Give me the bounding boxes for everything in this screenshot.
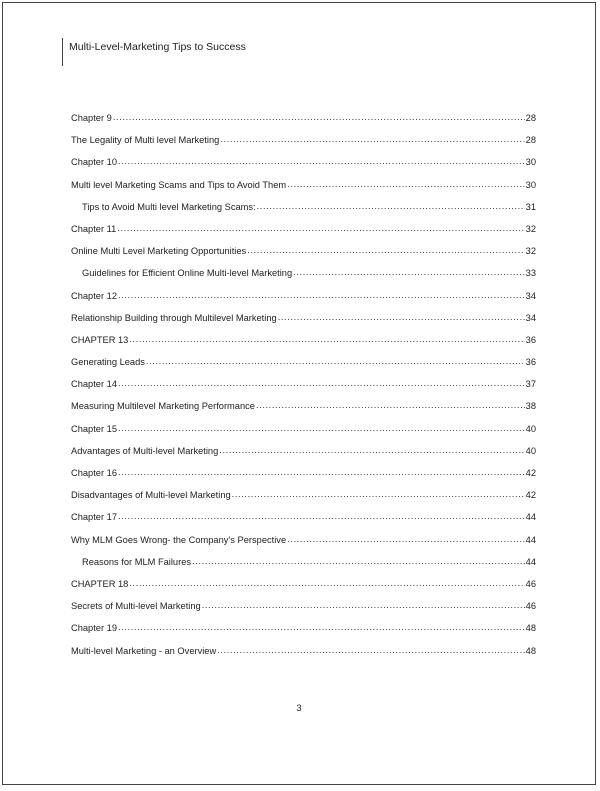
toc-entry-label: Disadvantages of Multi-level Marketing: [71, 490, 231, 501]
toc-entry[interactable]: [71, 289, 536, 311]
toc-entry[interactable]: [71, 555, 536, 577]
toc-entry[interactable]: [71, 155, 536, 177]
toc-entry[interactable]: [71, 621, 536, 643]
toc-entry-page: 44: [525, 556, 536, 567]
toc-entry[interactable]: [71, 422, 536, 444]
toc-entry[interactable]: [71, 577, 536, 599]
toc-entry-page: 32: [525, 246, 536, 257]
toc-entry[interactable]: [71, 599, 536, 621]
toc-dot-leader: [118, 155, 525, 165]
toc-entry-label: Chapter 11: [71, 223, 117, 234]
toc-dot-leader: [129, 333, 524, 343]
toc-entry[interactable]: [71, 488, 536, 510]
toc-entry-label: The Legality of Multi level Marketing: [71, 135, 220, 146]
toc-entry-label: Chapter 15: [71, 423, 117, 434]
toc-entry-label: Chapter 16: [71, 468, 117, 478]
toc-entry-label: Chapter 12: [71, 290, 117, 301]
toc-dot-leader: [118, 510, 525, 520]
toc-entry-label: Chapter 14: [71, 379, 117, 390]
toc-entry[interactable]: [71, 533, 536, 555]
toc-entry-page: 28: [525, 113, 536, 123]
toc-entry-label: CHAPTER 13: [71, 334, 129, 345]
toc-entry-label: Chapter 10: [71, 157, 117, 168]
toc-dot-leader: [202, 599, 525, 609]
toc-entry-page: 44: [525, 534, 536, 545]
toc-entry-label: Secrets of Multi-level Marketing: [71, 601, 201, 612]
toc-entry[interactable]: [71, 333, 536, 355]
toc-dot-leader: [146, 355, 525, 365]
page-number: 3: [296, 703, 302, 714]
toc-entry-page: 40: [525, 423, 536, 434]
toc-entry-page: 33: [525, 268, 536, 279]
toc-entry-page: 38: [525, 401, 536, 412]
toc-entry[interactable]: [71, 111, 536, 133]
toc-entry[interactable]: [71, 355, 536, 377]
toc-entry[interactable]: [71, 133, 536, 155]
toc-entry[interactable]: [71, 399, 536, 421]
toc-entry[interactable]: [71, 200, 536, 222]
toc-entry-page: 30: [525, 179, 536, 190]
toc-entry-page: 36: [525, 357, 536, 368]
running-header-title: Multi-Level-Marketing Tips to Success: [69, 41, 246, 53]
toc-entry-page: 44: [525, 512, 536, 523]
toc-entry-label: Guidelines for Efficient Online Multi-level Marketing: [82, 268, 293, 279]
toc-dot-leader: [287, 533, 525, 543]
toc-entry-page: 42: [525, 468, 536, 478]
toc-dot-leader: [293, 266, 525, 276]
toc-dot-leader: [117, 222, 524, 232]
toc-entry-label: Reasons for MLM Failures: [82, 556, 192, 567]
toc-entry-label: Why MLM Goes Wrong- the Company’s Perspective: [71, 534, 287, 545]
toc-entry-label: Multi level Marketing Scams and Tips to Avoid Them: [71, 179, 287, 190]
toc-entry-page: 31: [525, 201, 536, 212]
toc-entry-page: 46: [525, 601, 536, 612]
toc-entry[interactable]: [71, 244, 536, 266]
toc-entry-label: Measuring Multilevel Marketing Performance: [71, 401, 255, 412]
table-of-contents: [71, 111, 536, 666]
toc-entry-label: Tips to Avoid Multi level Marketing Scams:: [82, 201, 256, 212]
toc-dot-leader: [118, 289, 525, 299]
toc-entry[interactable]: [71, 444, 536, 466]
toc-entry-label: Advantages of Multi-level Marketing: [71, 445, 219, 456]
toc-dot-leader: [287, 178, 525, 188]
toc-entry-label: CHAPTER 18: [71, 578, 129, 589]
toc-entry[interactable]: [71, 311, 536, 333]
toc-dot-leader: [118, 621, 525, 631]
toc-dot-leader: [118, 377, 525, 387]
toc-dot-leader: [113, 111, 525, 121]
toc-entry[interactable]: [71, 178, 536, 200]
toc-dot-leader: [232, 488, 525, 498]
toc-dot-leader: [278, 311, 525, 321]
toc-entry[interactable]: [71, 466, 536, 488]
toc-entry[interactable]: [71, 222, 536, 244]
toc-dot-leader: [118, 422, 525, 432]
toc-dot-leader: [219, 444, 524, 454]
toc-dot-leader: [220, 133, 524, 143]
toc-entry-page: 30: [525, 157, 536, 168]
toc-entry[interactable]: [71, 644, 536, 666]
document-page: [2, 2, 596, 785]
toc-entry[interactable]: [71, 266, 536, 288]
toc-entry-label: Chapter 17: [71, 512, 117, 523]
toc-entry[interactable]: [71, 377, 536, 399]
toc-entry-page: 40: [525, 445, 536, 456]
toc-entry-page: 37: [525, 379, 536, 390]
toc-entry-page: 36: [525, 334, 536, 345]
toc-entry-page: 48: [525, 623, 536, 634]
toc-dot-leader: [118, 466, 525, 476]
toc-dot-leader: [247, 244, 524, 254]
toc-dot-leader: [192, 555, 525, 565]
toc-entry-page: 48: [525, 645, 536, 656]
toc-dot-leader: [257, 200, 525, 210]
toc-entry-page: 34: [525, 290, 536, 301]
toc-dot-leader: [217, 644, 524, 654]
header-rule: [62, 38, 63, 66]
toc-entry-label: Chapter 9: [71, 113, 112, 123]
toc-entry-label: Multi-level Marketing - an Overview: [71, 645, 217, 656]
toc-entry-label: Chapter 19: [71, 623, 117, 634]
toc-entry[interactable]: [71, 510, 536, 532]
toc-entry-label: Relationship Building through Multilevel Marketing: [71, 312, 277, 323]
toc-entry-page: 42: [525, 490, 536, 501]
toc-entry-page: 46: [525, 578, 536, 589]
toc-entry-label: Generating Leads: [71, 357, 145, 368]
toc-entry-page: 32: [525, 223, 536, 234]
toc-entry-page: 28: [525, 135, 536, 146]
toc-entry-page: 34: [525, 312, 536, 323]
toc-dot-leader: [256, 399, 525, 409]
toc-dot-leader: [129, 577, 524, 587]
toc-entry-label: Online Multi Level Marketing Opportunities: [71, 246, 247, 257]
